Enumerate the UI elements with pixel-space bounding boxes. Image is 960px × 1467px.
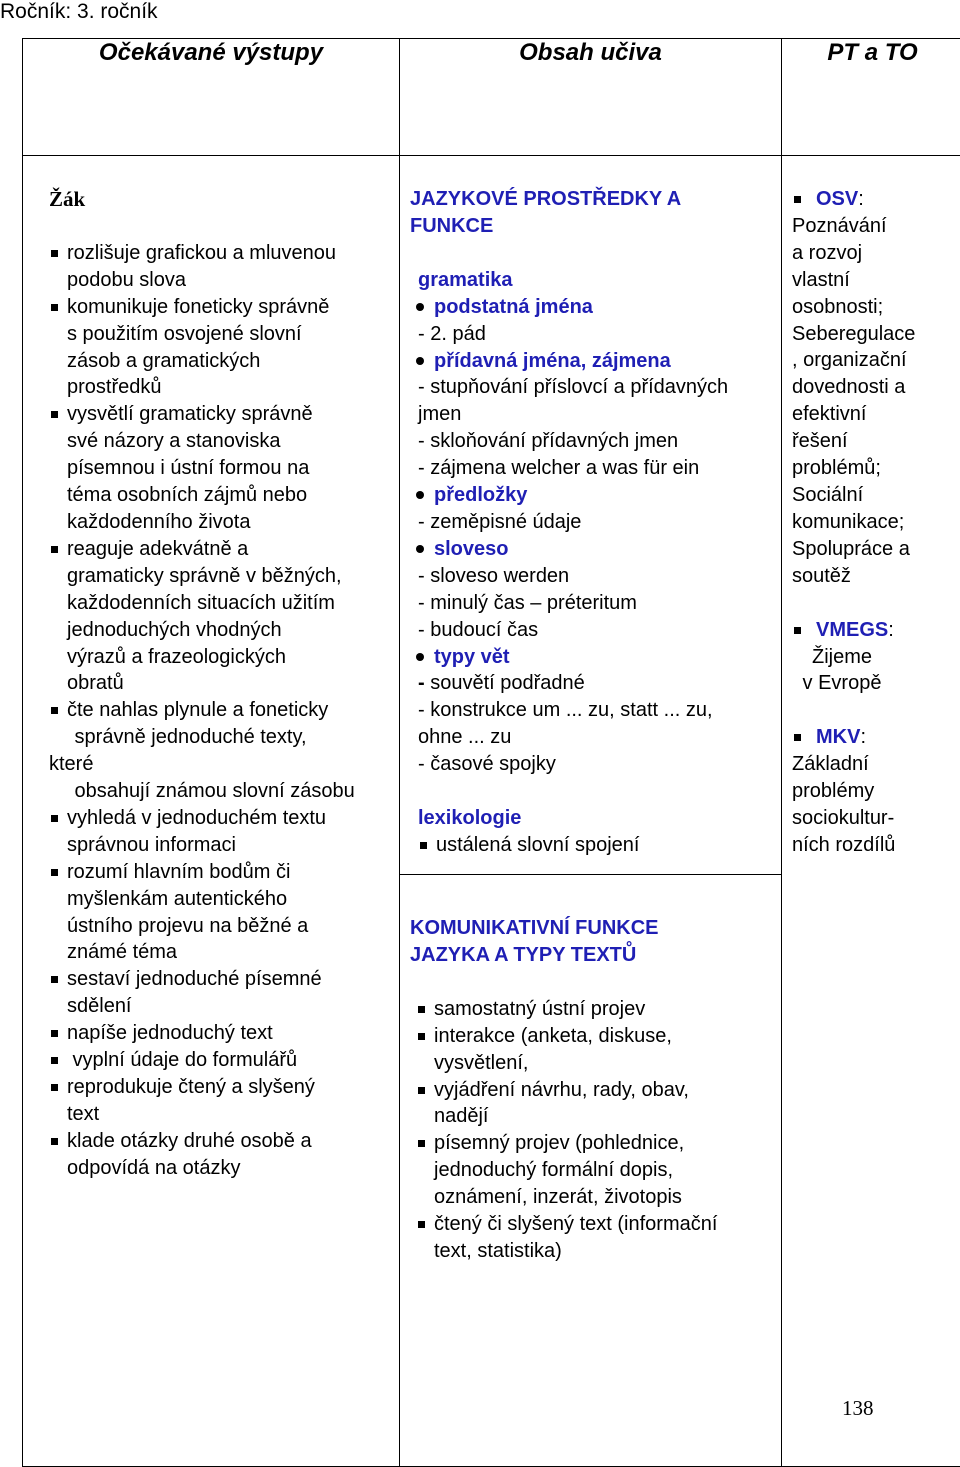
text-line: osobnosti; — [792, 294, 957, 321]
text-line: - budoucí čas — [410, 617, 773, 644]
text-line: , organizační — [792, 347, 957, 374]
text-line: známé téma — [67, 939, 391, 966]
grammar-item-typy: typy vět — [410, 644, 773, 671]
text-line: napíše jednoduchý text — [67, 1020, 391, 1047]
text-line: čtený či slyšený text (informační — [434, 1211, 773, 1238]
pt-osv — [790, 186, 957, 590]
body-row — [23, 156, 960, 875]
gramatika-heading: gramatika — [410, 267, 773, 294]
text-line: komunikace; — [792, 509, 957, 536]
outcomes-list — [49, 240, 391, 1182]
text-line: - časové spojky — [410, 751, 773, 778]
outcome-item — [49, 1047, 391, 1074]
outcomes-cell — [23, 156, 400, 1467]
text-line: v Evropě — [792, 670, 892, 697]
curriculum-table — [22, 38, 960, 1467]
outcome-item — [49, 805, 391, 859]
grammar-item-pridavna: přídavná jména, zájmena — [410, 348, 773, 375]
text-line: oznámení, inzerát, životopis — [434, 1184, 773, 1211]
pt-vmegs-lines — [790, 644, 892, 698]
grammar-list-4 — [410, 536, 773, 563]
typy-subs — [410, 697, 773, 778]
text-line: vlastní — [792, 267, 957, 294]
text-line: reaguje adekvátně a — [67, 536, 391, 563]
pridavna-subs — [410, 374, 773, 482]
grammar-item-predlozky: předložky — [410, 482, 773, 509]
text-line: čte nahlas plynule a foneticky — [67, 697, 391, 724]
text-line: ohne ... zu — [410, 724, 773, 751]
text-line: sestaví jednoduché písemné — [67, 966, 391, 993]
text-line: každodenního života — [67, 509, 391, 536]
text-line: - sloveso werden — [410, 563, 773, 590]
outcomes-title: Žák — [49, 186, 391, 213]
outcome-item — [49, 1128, 391, 1182]
text-line: téma osobních zájmů nebo — [67, 482, 391, 509]
content-cell-communication — [400, 875, 782, 1467]
text-line: - stupňování příslovcí a přídavných — [410, 374, 773, 401]
outcome-item — [49, 294, 391, 402]
outcome-item — [49, 401, 391, 536]
lexi-list — [410, 832, 773, 859]
text-line: problémy — [792, 778, 957, 805]
grammar-list-5 — [410, 644, 773, 671]
text-line: Poznávání — [792, 213, 957, 240]
text-line: obsahují známou slovní zásobu — [67, 778, 391, 805]
lexikologie-heading: lexikologie — [410, 805, 773, 832]
text-line: prostředků — [67, 374, 391, 401]
outcome-item — [49, 859, 391, 967]
text-line: jmen — [410, 401, 773, 428]
communication-item — [410, 996, 773, 1023]
text-line: podobu slova — [67, 267, 391, 294]
text-line: jednoduchých vhodných — [67, 617, 391, 644]
text-line: komunikuje foneticky správně — [67, 294, 391, 321]
text-line: rozlišuje grafickou a mluvenou — [67, 240, 391, 267]
text-line: myšlenkám autentického — [67, 886, 391, 913]
outcome-item — [49, 1074, 391, 1128]
pt-vmegs — [790, 617, 957, 698]
text-line: - minulý čas – préteritum — [410, 590, 773, 617]
content-cell-grammar — [400, 156, 782, 875]
text-line: s použitím osvojené slovní — [67, 321, 391, 348]
text-line: - zájmena welcher a was für ein — [410, 455, 773, 482]
text-line: odpovídá na otázky — [67, 1155, 391, 1182]
communication-item — [410, 1130, 773, 1211]
outcome-item — [49, 1020, 391, 1047]
header-row — [23, 39, 960, 156]
section1-title: JAZYKOVÉ PROSTŘEDKY A FUNKCE — [410, 186, 773, 240]
lexi-item: ustálená slovní spojení — [418, 832, 773, 859]
grammar-item-podstatna: podstatná jména — [410, 294, 773, 321]
text-line: své názory a stanoviska — [67, 428, 391, 455]
typy-sub1: - souvětí podřadné — [410, 670, 773, 697]
sloveso-subs — [410, 563, 773, 644]
text-line: jednoduchý formální dopis, — [434, 1157, 773, 1184]
text-line: písemnou i ústní formou na — [67, 455, 391, 482]
section2-title: KOMUNIKATIVNÍ FUNKCE JAZYKA A TYPY TEXTŮ — [410, 915, 773, 969]
text-line: správnou informaci — [67, 832, 391, 859]
grammar-list-3 — [410, 482, 773, 509]
text-line: a rozvoj — [792, 240, 957, 267]
section2-list — [410, 996, 773, 1265]
text-line: ních rozdílů — [792, 832, 957, 859]
text-line: efektivní — [792, 401, 957, 428]
text-line: Žijeme — [792, 644, 892, 671]
text-line: sdělení — [67, 993, 391, 1020]
text-line: zásob a gramatických — [67, 348, 391, 375]
outcome-item — [49, 536, 391, 697]
text-line: dovednosti a — [792, 374, 957, 401]
pt-mkv-lines — [790, 751, 957, 859]
text-line: které — [49, 751, 391, 778]
text-line: Základní — [792, 751, 957, 778]
text-line: písemný projev (pohlednice, — [434, 1130, 773, 1157]
text-line: - konstrukce um ... zu, statt ... zu, — [410, 697, 773, 724]
text-line: rozumí hlavním bodům či — [67, 859, 391, 886]
grammar-item-sloveso: sloveso — [410, 536, 773, 563]
text-line: text, statistika) — [434, 1238, 773, 1265]
text-line: vysvětlí gramaticky správně — [67, 401, 391, 428]
text-line: vyjádření návrhu, rady, obav, — [434, 1077, 773, 1104]
text-line: nadějí — [434, 1103, 773, 1130]
text-line: vysvětlení, — [434, 1050, 773, 1077]
text-line: Spolupráce a — [792, 536, 957, 563]
text-line: soutěž — [792, 563, 957, 590]
grammar-list-2 — [410, 348, 773, 375]
text-line: vyhledá v jednoduchém textu — [67, 805, 391, 832]
text-line: řešení — [792, 428, 957, 455]
communication-item — [410, 1211, 773, 1265]
communication-item — [410, 1023, 773, 1077]
text-line: obratů — [67, 670, 391, 697]
text-line: text — [67, 1101, 391, 1128]
text-line: výrazů a frazeologických — [67, 644, 391, 671]
pt-osv-head: OSV: — [790, 186, 957, 213]
text-line: interakce (anketa, diskuse, — [434, 1023, 773, 1050]
text-line: - zeměpisné údaje — [410, 509, 773, 536]
outcome-item — [49, 240, 391, 294]
communication-item — [410, 1077, 773, 1131]
outcome-item — [49, 966, 391, 1020]
grade-label: Ročník: 3. ročník — [0, 0, 158, 24]
text-line: Seberegulace — [792, 321, 957, 348]
header-pt: PT a TO — [782, 39, 960, 156]
pt-mkv — [790, 724, 957, 859]
text-line: gramaticky správně v běžných, — [67, 563, 391, 590]
text-line: sociokultur- — [792, 805, 957, 832]
text-line: správně jednoduché texty, — [67, 724, 391, 751]
predlozky-subs — [410, 509, 773, 536]
pt-mkv-head: MKV: — [790, 724, 957, 751]
header-content: Obsah učiva — [400, 39, 782, 156]
grammar-list — [410, 294, 773, 321]
pt-vmegs-head: VMEGS: — [790, 617, 957, 644]
text-line: klade otázky druhé osobě a — [67, 1128, 391, 1155]
header-outcomes: Očekávané výstupy — [23, 39, 400, 156]
text-line: Sociální — [792, 482, 957, 509]
text-line: problémů; — [792, 455, 957, 482]
page-number: 138 — [842, 1396, 874, 1421]
text-line: vyplní údaje do formulářů — [67, 1047, 391, 1074]
pt-osv-lines — [790, 213, 957, 590]
text-line: každodenních situacích užitím — [67, 590, 391, 617]
text-line: - skloňování přídavných jmen — [410, 428, 773, 455]
outcome-item — [49, 697, 391, 805]
podstatna-sub: - 2. pád — [410, 321, 773, 348]
text-line: samostatný ústní projev — [434, 996, 773, 1023]
text-line: ústního projevu na běžné a — [67, 913, 391, 940]
text-line: reprodukuje čtený a slyšený — [67, 1074, 391, 1101]
pt-cell — [782, 156, 960, 1467]
